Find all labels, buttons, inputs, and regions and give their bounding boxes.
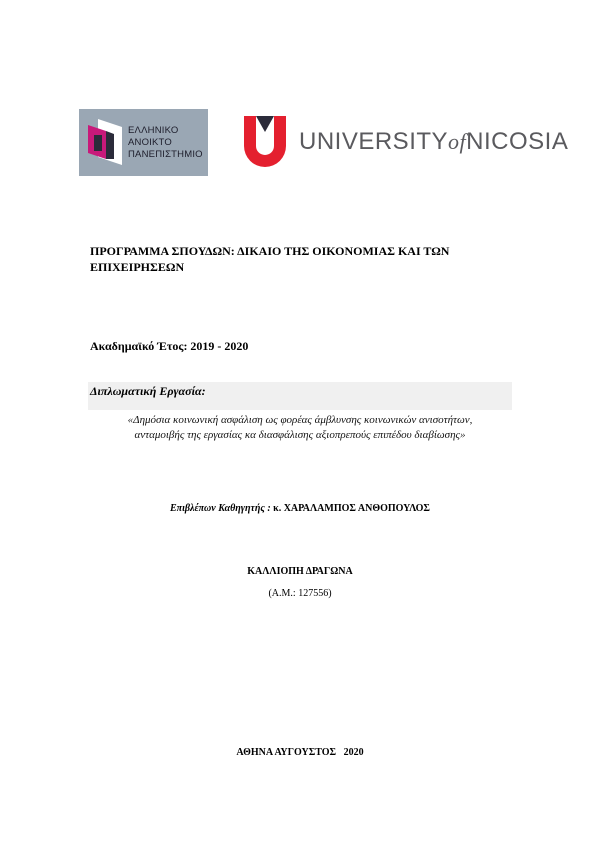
thesis-label: Διπλωματική Εργασία: xyxy=(90,384,206,398)
author-name: ΚΑΛΛΙΟΠΗ ΔΡΑΓΩΝΑ xyxy=(247,566,353,577)
hou-logo-mark-icon xyxy=(88,119,122,165)
thesis-title xyxy=(88,413,512,443)
unic-logo-of: of xyxy=(448,129,467,154)
thesis-title-line: «Δημόσια κοινωνική ασφάλιση ως φορέας άμβλυνσης κοινωνικών ανισοτήτων, xyxy=(127,414,473,426)
hou-logo-text xyxy=(128,125,203,161)
registration-number: (Α.Μ.: 127556) xyxy=(268,588,332,599)
hou-logo-line: ΠΑΝΕΠΙΣΤΗΜΙΟ xyxy=(128,149,203,160)
program-title xyxy=(90,243,510,275)
hou-logo xyxy=(79,109,208,176)
hou-logo-line: ΕΛΛΗΝΙΚΟ xyxy=(128,125,179,136)
hou-logo-line: ΑΝΟΙΚΤΟ xyxy=(128,137,172,148)
thesis-title-line: ανταμοιβής της εργασίας κα διασφάλισης αξιοπρεπούς επιπέδου διαβίωσης» xyxy=(134,429,466,441)
academic-year: Ακαδημαϊκό Έτος: 2019 - 2020 xyxy=(90,339,249,353)
place-date: ΑΘΗΝΑ ΑΥΓΟΥΣΤΟΣ 2020 xyxy=(236,747,364,758)
supervisor-name: κ. ΧΑΡΑΛΑΜΠΟΣ ΑΝΘΟΠΟΥΛΟΣ xyxy=(273,503,430,514)
unic-logo-suffix: NICOSIA xyxy=(466,128,569,155)
program-title-line: ΕΠΙΧΕΙΡΗΣΕΩΝ xyxy=(90,260,185,274)
supervisor xyxy=(0,503,600,514)
unic-logo-mark-icon xyxy=(244,116,286,168)
program-title-line: ΠΡΟΓΡΑΜΜΑ ΣΠΟΥΔΩΝ: ΔΙΚΑΙΟ ΤΗΣ ΟΙΚΟΝΟΜΙΑΣ ΚΑΙ ΤΩΝ xyxy=(90,244,450,258)
supervisor-label: Επιβλέπων Καθηγητής : xyxy=(170,503,271,514)
unic-logo-prefix: UNIVERSITY xyxy=(299,128,449,155)
unic-logo-wordmark xyxy=(299,129,568,155)
unic-logo xyxy=(244,116,569,168)
